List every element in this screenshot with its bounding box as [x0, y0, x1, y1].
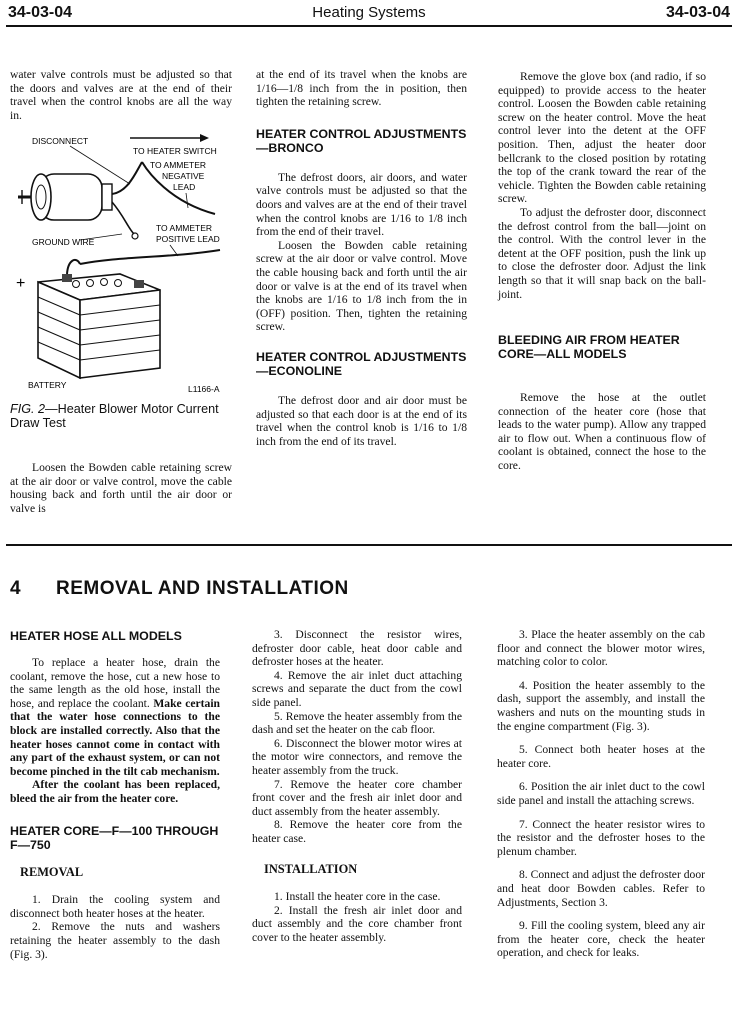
arrow-to-switch	[130, 134, 209, 142]
label-lead: LEAD	[173, 182, 196, 192]
paragraph	[10, 656, 220, 778]
plus-sign: +	[16, 275, 26, 292]
step: 7. Connect the heater resistor wires to the resistor and the defroster hoses to the plenum chamber.	[497, 817, 705, 858]
step: 8. Remove the heater core from the heater case.	[252, 818, 462, 845]
section-title	[10, 578, 349, 600]
running-title: Heating Systems	[312, 4, 426, 21]
step: 6. Position the air inlet duct to the cowl side panel and install the attaching screws.	[497, 780, 705, 807]
top-column-1-bottom	[10, 461, 232, 515]
label-disconnect: DISCONNECT	[32, 136, 89, 146]
step: 8. Connect and adjust the defroster door and heat door Bowden cables. Refer to Adjustments, Section 3.	[497, 868, 705, 909]
step: 3. Place the heater assembly on the cab floor and connect the blower motor wires, matching color to color.	[497, 628, 705, 669]
step: 7. Remove the heater core chamber front cover and the fresh air inlet door and duct assembly from the heater assembly.	[252, 777, 462, 818]
paragraph: The defrost door and air door must be adjusted so that each door is at the end of its travel when the control knob is 1/16 to 1/8 inch from the end of its travel.	[256, 393, 467, 448]
paragraph: Remove the hose at the outlet connection of the heater core (hose that leads to the water pump). Allow any trapped air to flow out. When a continuous flow of coolant is obtained, connect the hose to the core.	[498, 391, 706, 473]
label-to-ammeter-neg: TO AMMETER	[150, 160, 207, 170]
figure-caption	[10, 402, 232, 430]
paragraph: at the end of its travel when the knobs are 1/16—1/8 inch from the in position, then tighten the retaining screw.	[256, 68, 467, 109]
step: 5. Connect both heater hoses at the heater core.	[497, 743, 705, 770]
label-to-heater-switch: TO HEATER SWITCH	[133, 146, 217, 156]
page-number-right: 34-03-04	[665, 4, 730, 21]
paragraph: Loosen the Bowden cable retaining screw at the air door or valve control, move the cable housing back and forth until the air door or valve is	[10, 461, 232, 515]
figure-2-diagram	[10, 132, 232, 398]
paragraph: Loosen the Bowden cable retaining screw at the air door or valve control. Move the cable housing back and forth until the air door or valve is at the end of its travel when the knobs are 1/16 to 1/8 inch from the in (OFF) position. Then, tighten the retaining screw.	[256, 238, 467, 334]
paragraph: water valve controls must be adjusted so that the doors and valves are at the end of their travel when the control knobs are all the way in.	[10, 68, 232, 122]
top-column-1	[10, 68, 232, 122]
step: 1. Install the heater core in the case.	[274, 890, 441, 904]
figure-code: L1166-A	[188, 384, 220, 394]
label-negative: NEGATIVE	[162, 171, 205, 181]
header-rule	[6, 25, 732, 27]
section-rule	[6, 544, 732, 546]
bottom-column-2	[252, 628, 462, 944]
section-heading: HEATER CORE—F—100 THROUGH F—750	[10, 823, 219, 852]
paragraph: To adjust the defroster door, disconnect the defrost control from the ball—joint on the control. With the control lever in the detent at the OFF position, push the link up to close the defroster door. Adjust the link length so that it will snap back on the ball-joint.	[498, 205, 706, 301]
paragraph-text: To replace a heater hose, drain the coolant, remove the hose, cut a new hose to the same length as the old hose, install the hose, and replace the coolant.	[10, 656, 220, 710]
label-to-ammeter-pos: TO AMMETER	[156, 223, 213, 233]
bottom-column-1	[10, 629, 220, 961]
section-heading: HEATER CONTROL ADJUSTMENTS—BRONCO	[256, 126, 467, 155]
battery	[38, 260, 160, 378]
bottom-column-3	[497, 628, 705, 960]
label-ground-wire: GROUND WIRE	[32, 237, 95, 247]
blower-motor	[18, 174, 112, 220]
section-heading: BLEEDING AIR FROM HEATER CORE—ALL MODELS	[498, 333, 680, 362]
step: 2. Remove the nuts and washers retaining the heater assembly to the dash (Fig. 3).	[10, 920, 220, 961]
step: 6. Disconnect the blower motor wires at the motor wire connectors, and remove the heater assembly from the truck.	[252, 736, 462, 777]
step: 9. Fill the cooling system, bleed any air from the heater core, check the heater operation, and check for leaks.	[497, 919, 705, 960]
paragraph: The defrost doors, air doors, and water valve controls must be adjusted so that the doors and valves are at the end of their travel when the control knobs are 1/16 to 1/8 inch from the end of their travel.	[256, 170, 467, 239]
top-column-3	[498, 70, 706, 473]
label-battery: BATTERY	[28, 380, 67, 390]
figure-caption-text: —Heater Blower Motor Current Draw Test	[10, 402, 219, 430]
section-title-text: REMOVAL AND INSTALLATION	[56, 578, 349, 599]
label-positive-lead: POSITIVE LEAD	[156, 234, 220, 244]
paragraph: Remove the glove box (and radio, if so equipped) to provide access to the heater control. Loosen the Bowden cable retaining screw on the heater control. Move the heat control lever into the detent at the OFF position. Then, adjust the heater door bellcrank to the closed position by rotating the top of the crank toward the rear of the vehicle. Tighten the Bowden cable retaining screw.	[498, 70, 706, 206]
section-heading: HEATER CONTROL ADJUSTMENTS—ECONOLINE	[256, 349, 467, 378]
step: 3. Disconnect the resistor wires, defroster door cable, heat door cable and defroster hoses at the heater.	[252, 628, 462, 669]
step: 1. Drain the cooling system and disconnect both heater hoses at the heater.	[10, 893, 220, 920]
figure-label: FIG. 2	[10, 402, 45, 416]
section-heading: HEATER HOSE ALL MODELS	[10, 629, 182, 643]
page-number-left: 34-03-04	[8, 4, 73, 21]
step: 4. Remove the air inlet duct attaching screws and separate the duct from the cowl side panel.	[252, 668, 462, 709]
step: 5. Remove the heater assembly from the dash and set the heater on the cab floor.	[252, 709, 462, 737]
paragraph: After the coolant has been replaced, bleed the air from the heater core.	[10, 778, 220, 805]
step: 2. Install the fresh air inlet door and duct assembly and the core chamber front cover to the heater assembly.	[252, 903, 462, 944]
top-column-2	[256, 68, 467, 448]
subheading: REMOVAL	[20, 864, 84, 879]
step: 4. Position the heater assembly to the dash, support the assembly, and install the washers and nuts on the mounting studs in the engine compartment (Fig. 3).	[497, 678, 705, 733]
paragraph-bold: Make certain that the water hose connections to the block are installed correctly. Also that the heater hoses cannot come in contact with any part of the exhaust system, or can not become pinched in the tilt cab mechanism.	[10, 696, 220, 778]
section-number: 4	[10, 578, 22, 599]
subheading: INSTALLATION	[264, 861, 358, 876]
